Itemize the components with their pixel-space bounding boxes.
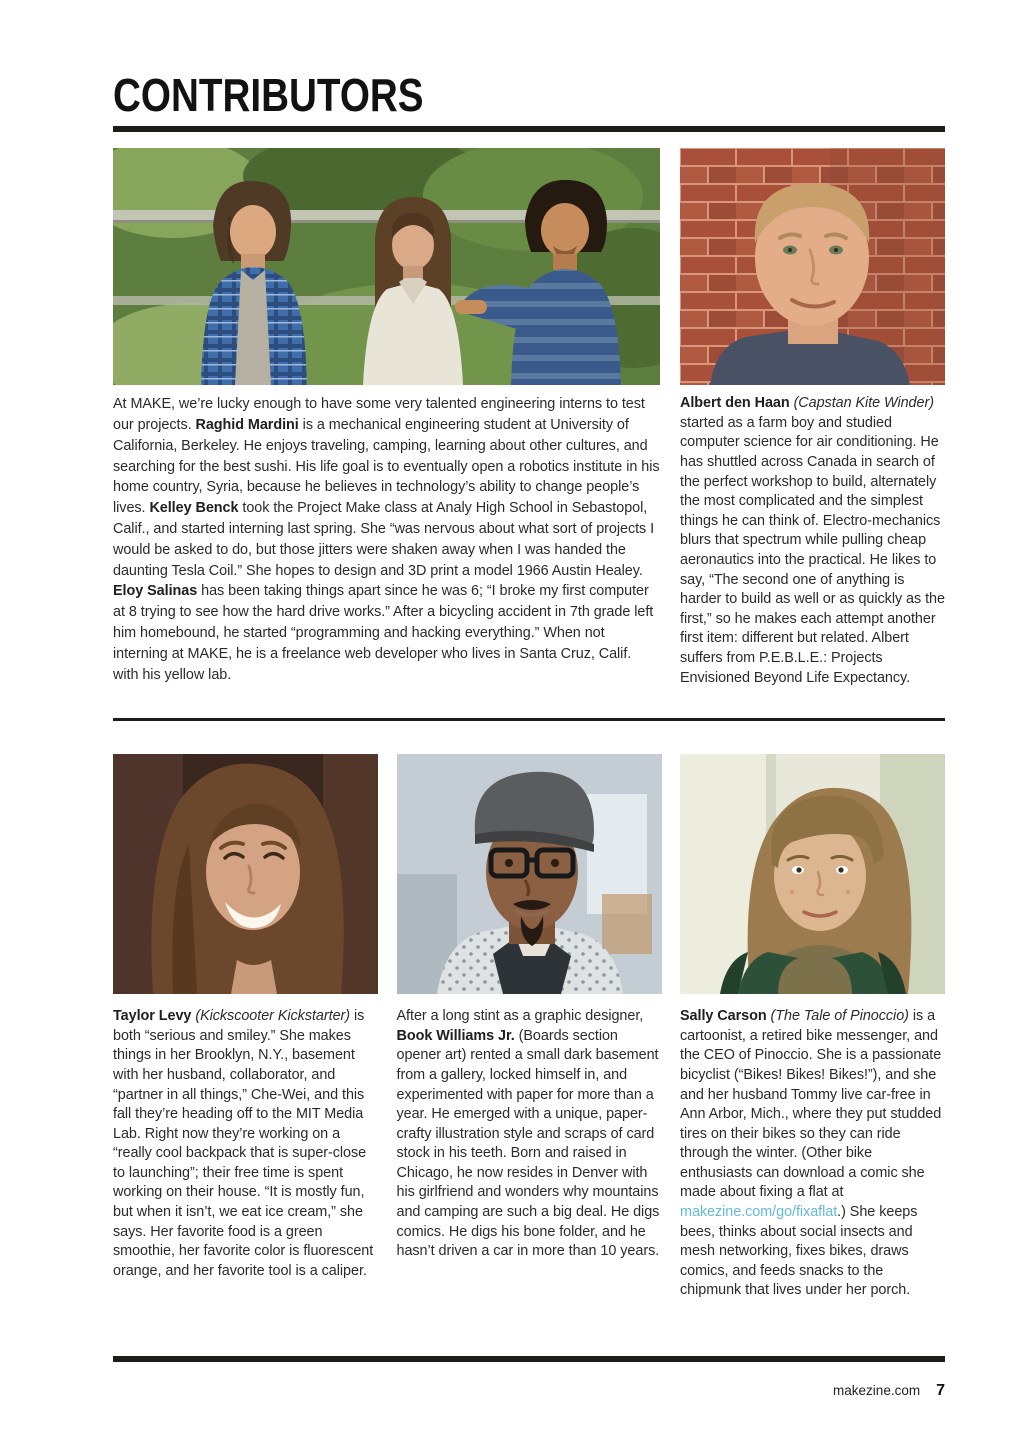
contributor-name: Albert den Haan bbox=[680, 395, 790, 412]
body-text: .) She keeps bees, thinks about social insects and mesh networking, fixes bikes, draws comics, and feeds snacks to the chipmunk that lives under her porch. bbox=[680, 1204, 918, 1299]
article-interns bbox=[113, 148, 660, 688]
top-section bbox=[113, 148, 945, 688]
contributor-name: Raghid Mardini bbox=[195, 417, 299, 434]
body-text: At MAKE, we’re lucky enough to have some very talented engineering interns to test our projects. bbox=[113, 396, 645, 434]
article-albert bbox=[680, 148, 945, 688]
page-header bbox=[113, 69, 945, 132]
title-rule bbox=[113, 126, 945, 132]
interns-photo bbox=[113, 148, 660, 385]
body-text: took the Project Make class at Analy High School in Sebastopol, Calif., and started interning last spring. She “was nervous about what sort of projects I would be asked to do, but those jitters were shaken away when I was handed the daunting Tesla Coil.” She hopes to design and 3D print a model 1966 Austin Healey. bbox=[113, 500, 655, 579]
contributor-name: Eloy Salinas bbox=[113, 583, 198, 600]
body-text: is a cartoonist, a retired bike messenger, and the CEO of Pinoccio. She is a passionate bicyclist (“Bikes! Bikes! Bikes!”), and she and her husband Tommy live car-free in Ann Arbor, Mich., where they put studded tires on their bikes so they can ride through the winter. (Other bike enthusiasts can download a comic she made about fixing a flat at bbox=[680, 1008, 942, 1201]
body-text: has been taking things apart since he was 6; “I broke my first computer at 8 trying to see how the hard drive works.” After a bicycling accident in 7th grade left him homebound, he started “programming and hacking everything.” When not interning at MAKE, he is a freelance web developer who lives in Santa Cruz, Calif. with his yellow lab. bbox=[113, 583, 654, 683]
work-title: (Kickscooter Kickstarter) bbox=[195, 1008, 351, 1025]
article-sally bbox=[680, 754, 945, 1301]
sally-photo bbox=[680, 754, 945, 994]
book-bio-text bbox=[397, 1007, 662, 1262]
interns-bio-text bbox=[113, 394, 660, 685]
taylor-photo bbox=[113, 754, 378, 994]
contributor-name: Book Williams Jr. bbox=[396, 1027, 515, 1044]
contributor-name: Sally Carson bbox=[680, 1008, 767, 1025]
contributor-name: Taylor Levy bbox=[113, 1008, 192, 1025]
body-text: After a long stint as a graphic designer, bbox=[396, 1008, 644, 1025]
footer-rule bbox=[113, 1356, 945, 1362]
body-text: is both “serious and smiley.” She makes things in her Brooklyn, N.Y., basement with her husband, collaborator, and “partner in all things,” Che-Wei, and this fall they’re heading off to the MIT Media Lab. Right now they’re working on a “really cool backpack that is super-close to launching”; their free time is spent working on their house. “It is mostly fun, but when it isn’t, we eat ice cream,” she says. Her favorite food is a green smoothie, her favorite color is fluorescent orange, and her favorite tool is a caliper. bbox=[113, 1008, 374, 1279]
book-photo bbox=[397, 754, 662, 994]
page-title: CONTRIBUTORS bbox=[113, 69, 424, 121]
page-number: 7 bbox=[936, 1382, 945, 1399]
article-taylor bbox=[113, 754, 378, 1301]
albert-photo bbox=[680, 148, 945, 385]
contributor-name: Kelley Benck bbox=[149, 500, 239, 517]
work-title: (The Tale of Pinoccio) bbox=[770, 1008, 909, 1025]
work-title: (Capstan Kite Winder) bbox=[793, 395, 934, 412]
bottom-section bbox=[113, 754, 945, 1301]
inline-link[interactable]: makezine.com/go/fixaflat bbox=[680, 1204, 838, 1221]
sally-bio-text bbox=[680, 1007, 945, 1301]
article-book bbox=[397, 754, 662, 1301]
albert-bio-text bbox=[680, 394, 945, 688]
footer-site-url[interactable]: makezine.com bbox=[833, 1383, 921, 1398]
body-text: is a mechanical engineering student at University of California, Berkeley. He enjoys traveling, camping, learning about other cultures, and searching for the best sushi. His life goal is to eventually open a robotics institute in his home country, Syria, because he believes in technology’s ability to change people’s lives. bbox=[113, 417, 660, 517]
section-divider bbox=[113, 718, 945, 721]
footer-line bbox=[113, 1382, 945, 1400]
taylor-bio-text bbox=[113, 1007, 378, 1281]
body-text: started as a farm boy and studied computer science for air conditioning. He has shuttled across Canada in search of the perfect workshop to build, alternately the most complicated and the simplest things he can think of. Electro-mechanics blurs that spectrum while pulling cheap aeronautics into the practical. He likes to say, “The second one of anything is harder to build as well or as quickly as the first,” so he makes each attempt another first item: different but related. Albert suffers from P.E.B.L.E.: Projects Envisioned Beyond Life Expectancy. bbox=[680, 414, 945, 686]
page-footer bbox=[113, 1356, 945, 1400]
body-text: (Boards section opener art) rented a small dark basement from a gallery, locked himself in, and experimented with paper for more than a year. He emerged with a unique, paper-crafty illustration style and scraps of card stock in his teeth. Born and raised in Chicago, he now resides in Denver with his girlfriend and wonders why mountains and camping are such a big deal. He digs comics. He digs his bone folder, and he hasn’t driven a car in more than 10 years. bbox=[396, 1027, 660, 1260]
